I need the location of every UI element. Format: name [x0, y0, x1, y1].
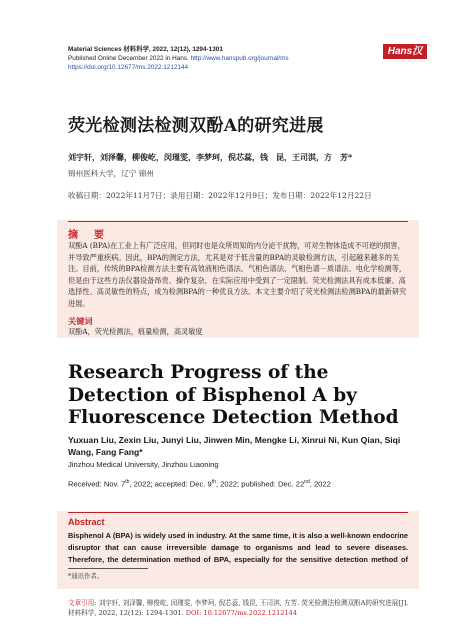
title-chinese: 荧光检测法检测双酚A的研究进展 [68, 116, 324, 136]
published-text: Published Online December 2022 in Hans. [68, 55, 191, 62]
journal-link[interactable]: http://www.hanspub.org/journal/ms [190, 55, 289, 62]
citation-block [68, 598, 413, 618]
accepted-sup: th [211, 479, 216, 485]
received-sup: th [125, 479, 130, 485]
title-english: Research Progress of the Detection of Bisphenol A by Fluorescence Detection Method [68, 362, 399, 428]
journal-header [68, 45, 408, 72]
citation-doi-link[interactable]: DOI: 10.12677/ms.2022.1212144 [185, 609, 298, 617]
published-line [68, 54, 408, 63]
accepted-date: , 2022; accepted: Dec. 9 [129, 479, 212, 489]
abstract-en-top-rule [68, 512, 408, 513]
dates-english [68, 479, 331, 489]
abstract-en-heading: Abstract [68, 517, 105, 527]
keywords-chinese: 双酚A，荧光检测法，痕量检测，高灵敏度 [68, 327, 203, 336]
journal-line: Material Sciences 材料科学, 2022, 12(12), 1294-1301 [68, 46, 223, 53]
hans-logo: Hans汉斯 [383, 44, 427, 59]
affiliation-chinese: 锦州医科大学，辽宁 锦州 [68, 169, 154, 178]
corresponding-author-footnote: *通讯作者。 [68, 572, 104, 580]
abstract-cn-top-rule [68, 221, 408, 222]
footnote-rule [68, 568, 148, 569]
dates-chinese: 收稿日期：2022年11月7日；录用日期：2022年12月9日；发布日期：2022年12月22日 [68, 191, 372, 200]
doi-link[interactable]: https://doi.org/10.12677/ms.2022.1212144 [68, 64, 189, 71]
published-year: , 2022 [309, 479, 331, 489]
received-date: Received: Nov. 7 [68, 479, 126, 489]
citation-text: 刘宇轩, 刘泽馨, 柳俊屹, 闵瑾雯, 李梦珂, 倪芯蕊, 钱昆, 王司淇, 方芳. 荧光检测法检测双酚A的研究进展[J]. 材料科学, 2022, 12(12): 1294-1301. [68, 599, 409, 617]
abstract-chinese: 双酚A (BPA)在工业上有广泛应用，但同时也是众所周知的内分泌干扰物，可对生物体造成不可逆的损害，并导致严重疾病。因此，BPA的测定方法，尤其是对于低含量的BPA的灵敏检测方法，引起越来越多的关注。目前，传统的BPA检测方法主要有高效液相色谱法、气相色谱法、气相色谱－质谱法、电化学检测等，但是由于这些方法仪器设备昂贵、操作复杂，在实际应用中受到了一定限制。荧光检测法具有成本低廉、高选择性、高灵敏性的特点，成为检测BPA的一种优良方法。本文主要介绍了荧光检测法检测BPA的最新研究进展。 [68, 241, 407, 308]
affiliation-english: Jinzhou Medical University, Jinzhou Liaoning [68, 460, 219, 469]
published-date: , 2022; published: Dec. 22 [215, 479, 305, 489]
abstract-english: Bisphenol A (BPA) is widely used in industry. At the same time, it is also a well-known endocrine disruptor that can cause irreversible damage to organisms and lead to severe diseases. Therefore, the determination method of BPA, especially for the sensitive detection method of [68, 531, 408, 564]
published-sup: nd [304, 479, 310, 485]
abstract-cn-heading: 摘 要 [68, 230, 107, 241]
keywords-cn-heading: 关键词 [68, 316, 93, 326]
citation-label: 文章引用: [68, 599, 97, 607]
authors-english: Yuxuan Liu, Zexin Liu, Junyi Liu, Jinwen Min, Mengke Li, Xinrui Ni, Kun Qian, Siqi Wang, Fang Fang* [68, 435, 401, 457]
authors-chinese: 刘宇轩，刘泽馨，柳俊屹，闵瑾雯，李梦珂，倪芯蕊，钱 昆，王司淇，方 芳* [68, 152, 353, 162]
